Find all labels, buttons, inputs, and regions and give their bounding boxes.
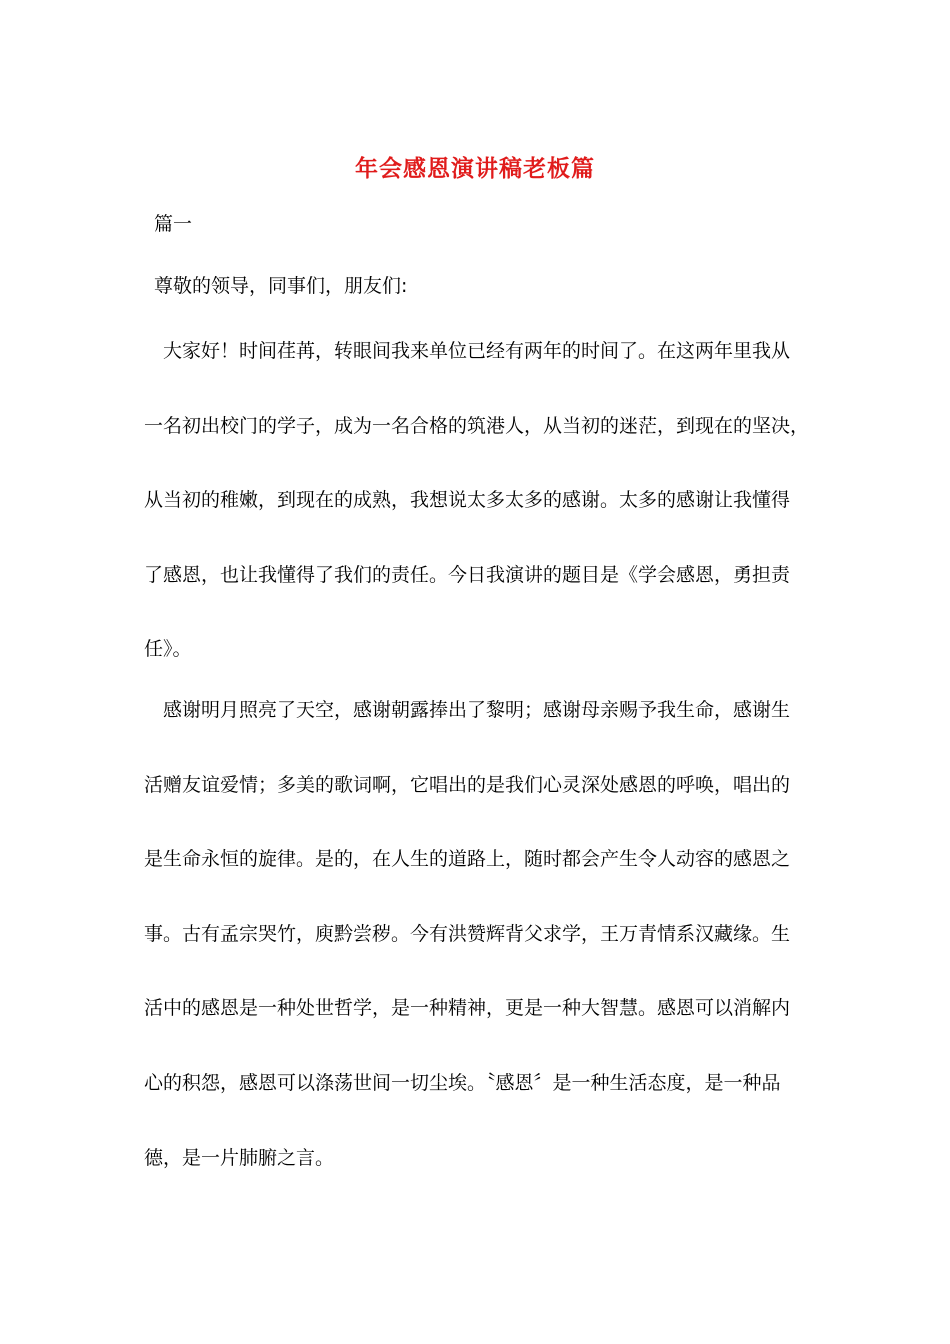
paragraph-line: 德，是一片肺腑之言。 [144, 1146, 335, 1169]
paragraph-line: 事。古有孟宗哭竹，庾黔尝秽。今有洪赞辉背父求学，王万青情系汉藏缘。生 [144, 922, 791, 945]
paragraph-line: 了感恩，也让我懂得了我们的责任。今日我演讲的题目是《学会感恩，勇担责 [144, 563, 791, 586]
document-title: 年会感恩演讲稿老板篇 [355, 155, 595, 182]
paragraph-2 [144, 696, 804, 1172]
section-label: 篇一 [154, 213, 193, 235]
paragraph-line: 是生命永恒的旋律。是的，在人生的道路上，随时都会产生令人动容的感恩之 [144, 848, 791, 871]
paragraph-line: 活赠友谊爱情；多美的歌词啊，它唱出的是我们心灵深处感恩的呼唤，唱出的 [144, 773, 791, 796]
paragraph-line: 心的积怨，感恩可以涤荡世间一切尘埃。〝感恩〞是一种生活态度，是一种品 [144, 1071, 781, 1094]
paragraph-line: 一名初出校门的学子，成为一名合格的筑港人，从当初的迷茫，到现在的坚决， [144, 414, 810, 437]
paragraph-1 [144, 337, 810, 663]
salutation: 尊敬的领导，同事们，朋友们: [154, 275, 408, 297]
paragraph-line: 活中的感恩是一种处世哲学，是一种精神，更是一种大智慧。感恩可以消解内 [144, 997, 791, 1020]
paragraph-line: 大家好！时间荏苒，转眼间我来单位已经有两年的时间了。在这两年里我从 [163, 340, 791, 362]
paragraph-line: 任》。 [144, 638, 192, 661]
paragraph-line: 从当初的稚嫩，到现在的成熟，我想说太多太多的感谢。太多的感谢让我懂得 [144, 489, 791, 512]
paragraph-line: 感谢明月照亮了天空，感谢朝露捧出了黎明；感谢母亲赐予我生命，感谢生 [163, 699, 791, 721]
